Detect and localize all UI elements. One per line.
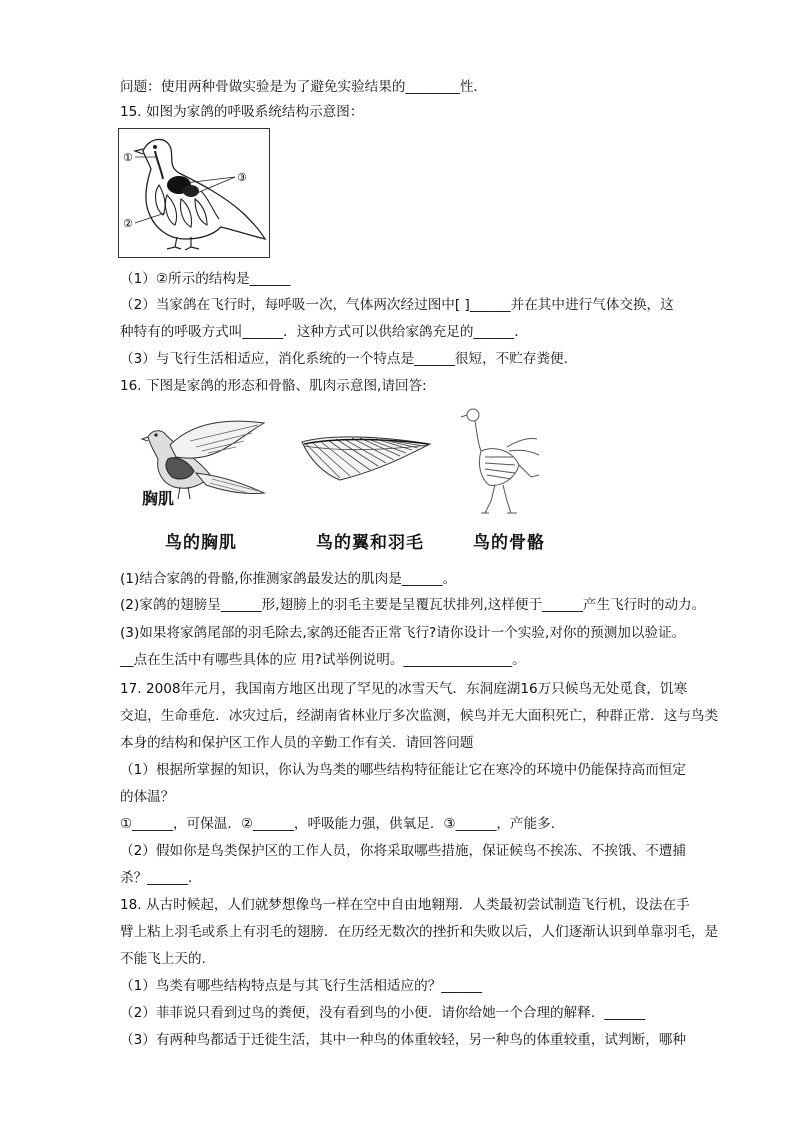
- text-line-q17-1: 17. 2008年元月，我国南方地区出现了罕见的冰雪天气．东洞庭湖16万只候鸟无处觅食，饥寒: [120, 681, 688, 697]
- text-line-q17-6: ①______，可保温．②______，呼吸能力强，供氧足．③______，产能多．: [120, 816, 565, 832]
- text-line-q17-7: （2）假如你是鸟类保护区的工作人员，你将采取哪些措施，保证候鸟不挨冻、不挨饿、不遭捕: [120, 843, 686, 859]
- caption-wing-feathers: 鸟的翼和羽毛: [316, 533, 424, 553]
- text-line-q16-3a: (3)如果将家鸽尾部的羽毛除去,家鸽还能否正常飞行?请你设计一个实验,对你的预测加以验证。: [120, 625, 686, 641]
- chest-muscle-label: 胸肌: [142, 489, 175, 508]
- bird-wing-feather-figure: [300, 430, 432, 485]
- wing-feathers-drawing: [300, 430, 432, 485]
- figure-label-2: ②: [123, 217, 133, 230]
- pigeon-respiratory-figure: [118, 128, 270, 258]
- bird-skeleton-figure: [455, 405, 545, 520]
- text-line-q18-4: （1）鸟类有哪些结构特点是与其飞行生活相适应的？______: [120, 978, 483, 994]
- figure-label-1: ①: [123, 151, 133, 164]
- text-line-q17-2: 交迫，生命垂危．冰灾过后，经湖南省林业厅多次监测，候鸟并无大面积死亡，种群正常．这与鸟类: [120, 708, 719, 724]
- text-line-q15-2a: （2）当家鸽在飞行时，每呼吸一次，气体两次经过图中[ ]______并在其中进行气体交换，这: [120, 297, 674, 313]
- text-line-q15-2b: 种特有的呼吸方式叫______．这种方式可以供给家鸽充足的______．: [120, 324, 528, 340]
- text-line-q18-3: 不能飞上天的．: [120, 951, 216, 967]
- caption-chest-muscle: 鸟的胸肌: [165, 533, 237, 553]
- text-line-q18-2: 臂上粘上羽毛或系上有羽毛的翅膀．在历经无数次的挫折和失败以后，人们逐渐认识到单靠羽毛，是: [120, 924, 719, 940]
- pigeon-respiratory-diagram: [119, 129, 269, 257]
- text-line-q17-3: 本身的结构和保护区工作人员的辛勤工作有关．请回答问题: [120, 735, 474, 751]
- text-line-q18-6: （3）有两种鸟都适于迁徙生活，其中一种鸟的体重较轻，另一种鸟的体重较重，试判断，哪种: [120, 1032, 686, 1048]
- text-line-q16-title: 16. 下图是家鸽的形态和骨骼、肌肉示意图,请回答:: [120, 378, 427, 394]
- text-line-q16-1: (1)结合家鸽的骨骼,你推测家鸽最发达的肌肉是______。: [120, 571, 457, 587]
- text-line-q16-3b: __点在生活中有哪些具体的应 用?试举例说明。________________。: [120, 652, 526, 668]
- skeleton-drawing: [455, 405, 545, 520]
- text-line-q18-5: （2）菲菲说只看到过鸟的粪便，没有看到鸟的小便．请你给她一个合理的解释．______: [120, 1005, 646, 1021]
- figure-label-3: ③: [237, 171, 247, 184]
- text-line-q17-4: （1）根据所掌握的知识，你认为鸟类的哪些结构特征能让它在寒冷的环境中仍能保持高而恒定: [120, 762, 686, 778]
- text-line-q15-3: （3）与飞行生活相适应，消化系统的一个特点是______很短，不贮存粪便．: [120, 351, 578, 367]
- text-line-q17-5: 的体温？: [120, 789, 175, 805]
- text-line-q16-2: (2)家鸽的翅膀呈______形,翅膀上的羽毛主要是呈覆瓦状排列,这样便于______产生飞行时的动力。: [120, 597, 706, 613]
- text-line-q17-8: 杀？______.: [120, 870, 193, 886]
- text-line-q15-title: 15. 如图为家鸽的呼吸系统结构示意图：: [120, 104, 364, 120]
- caption-skeleton: 鸟的骨骼: [473, 533, 545, 553]
- text-line-q18-1: 18. 从古时候起，人们就梦想像鸟一样在空中自由地翱翔．人类最初尝试制造飞行机，设法在手: [120, 897, 690, 913]
- text-line-q15-1: （1）②所示的结构是______: [120, 271, 291, 287]
- text-line-q14-question: 问题：使用两种骨做实验是为了避免实验结果的________性．: [120, 79, 488, 95]
